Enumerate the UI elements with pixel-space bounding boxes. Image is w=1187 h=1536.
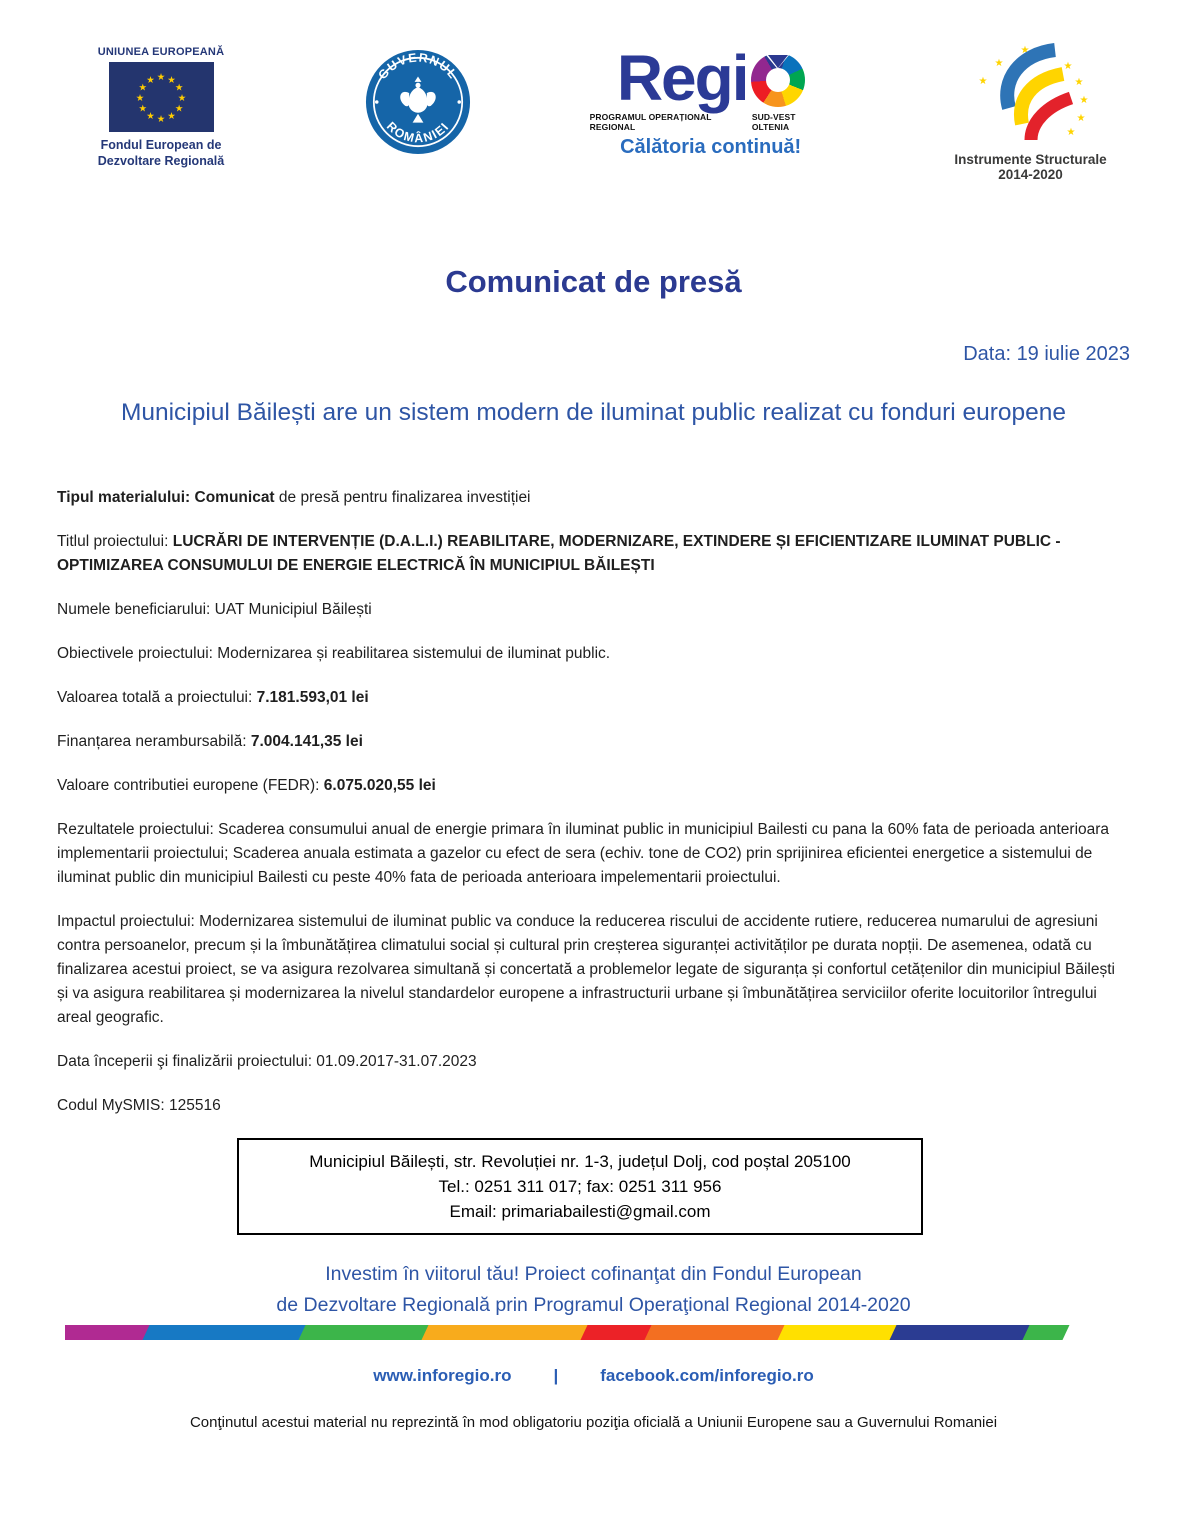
- svg-text:★: ★: [1021, 45, 1030, 56]
- funding-statement: [57, 1259, 1130, 1321]
- structural-instruments-icon: [965, 40, 1095, 150]
- body-paragraph: Obiectivele proiectului: Modernizarea și reabilitarea sistemului de iluminat public.: [57, 645, 611, 662]
- eu-logo-caption-bottom: Fondul European de Dezvoltare Regională: [97, 138, 225, 169]
- eu-logo: [71, 46, 251, 170]
- svg-text:★: ★: [1067, 127, 1076, 138]
- body-paragraph: Numele beneficiarului: UAT Municipiul Băilești: [57, 601, 372, 618]
- body-paragraph: Rezultatele proiectului: Scaderea consumului anual de energie primara în iluminat public in municipiul Bailesti cu pana la 60% fata de perioada anterioara implementarii proiectului; Scaderea anuala estimata a gazelor cu efect de sera (echiv. tone de CO2) prin sprijinirea eficientei energetice a sistemului de iluminat public din municipiul Bailesti cu peste 40% fata de perioada anterioara impelementarii proiectului.: [57, 821, 1110, 886]
- regio-subtitle-row: [590, 112, 832, 132]
- structural-instruments-label: Instrumente Structurale: [954, 152, 1107, 167]
- disclaimer: Conţinutul acestui material nu reprezintă în mod obligatoriu poziţia oficială a Uniunii Europene sau a Guvernului Romaniei: [189, 1414, 998, 1431]
- svg-text:★: ★: [174, 103, 183, 115]
- inforegio-link[interactable]: www.inforegio.ro: [373, 1366, 512, 1385]
- regio-logo: [586, 42, 836, 159]
- svg-text:★: ★: [156, 72, 165, 83]
- svg-text:★: ★: [138, 82, 147, 94]
- structural-instruments-logo: [943, 40, 1118, 182]
- body-content: [57, 486, 1130, 1118]
- svg-text:★: ★: [1045, 49, 1054, 60]
- body-paragraph: Titlul proiectului: LUCRĂRI DE INTERVENȚIE (D.A.L.I.) REABILITARE, MODERNIZARE, EXTINDERE ȘI EFICIENTIZARE ILUMINAT PUBLIC - OPTIMIZAREA CONSUMULUI DE ENERGIE ELECTRICĂ ÎN MUNICIPIUL BĂILEȘTI: [57, 533, 1061, 574]
- svg-text:★: ★: [145, 74, 155, 86]
- contact-email-line: Email: primariabailesti@gmail.com: [449, 1202, 711, 1221]
- rainbow-bar-segment: [298, 1325, 434, 1340]
- svg-text:★: ★: [145, 111, 155, 123]
- regio-tagline: Călătoria continuă!: [620, 136, 802, 158]
- svg-text:★: ★: [1080, 95, 1089, 106]
- body-paragraph: Valoare contributiei europene (FEDR): 6.075.020,55 lei: [57, 777, 436, 794]
- regio-region-label: SUD-VEST OLTENIA: [751, 112, 796, 132]
- regio-program-label: PROGRAMUL OPERAȚIONAL REGIONAL: [589, 112, 712, 132]
- body-paragraph: Data începerii şi finalizării proiectului: 01.09.2017-31.07.2023: [57, 1053, 477, 1070]
- eu-logo-caption-top: UNIUNEA EUROPEANĂ: [97, 46, 225, 58]
- eu-flag-icon: [109, 62, 214, 132]
- contact-address-line: Municipiul Băilești, str. Revoluției nr. 1-3, județul Dolj, cod poștal 205100: [309, 1152, 851, 1171]
- svg-text:GUVERNUL: GUVERNUL: [375, 50, 462, 83]
- svg-text:★: ★: [1075, 77, 1084, 88]
- svg-text:ROMÂNIEI: ROMÂNIEI: [384, 119, 453, 146]
- rainbow-bar-segment: [421, 1325, 593, 1340]
- body-paragraph: Codul MySMIS: 125516: [57, 1097, 221, 1114]
- svg-text:★: ★: [166, 74, 176, 86]
- rainbow-bar-segment: [889, 1325, 1036, 1340]
- rainbow-bar-segment: [644, 1325, 791, 1340]
- rainbow-bar-segment: [142, 1325, 311, 1340]
- body-paragraph: Tipul materialului: Comunicat de presă pentru finalizarea investiției: [57, 489, 531, 506]
- rainbow-bar-segment: [65, 1325, 156, 1340]
- svg-text:★: ★: [1064, 61, 1073, 72]
- footer-links: [57, 1366, 1130, 1386]
- facebook-inforegio-link[interactable]: facebook.com/inforegio.ro: [600, 1366, 814, 1385]
- rainbow-bar: [65, 1325, 1123, 1340]
- funding-statement-line1: Investim în viitorul tău! Proiect cofinanţat din Fondul European: [325, 1263, 862, 1285]
- links-separator: |: [553, 1366, 559, 1385]
- rainbow-bar-segment: [778, 1325, 902, 1340]
- date-line: Data: 19 iulie 2023: [963, 343, 1130, 365]
- svg-text:★: ★: [138, 103, 147, 115]
- funding-statement-line2: de Dezvoltare Regională prin Programul Operaţional Regional 2014-2020: [276, 1294, 911, 1316]
- regio-color-wheel-icon: [751, 53, 805, 107]
- government-seal-icon: [364, 48, 472, 156]
- rainbow-bar-segment: [1023, 1325, 1070, 1340]
- svg-text:★: ★: [995, 58, 1004, 69]
- contact-phone-line: Tel.: 0251 311 017; fax: 0251 311 956: [438, 1177, 722, 1196]
- structural-instruments-years: 2014-2020: [998, 167, 1063, 182]
- svg-text:★: ★: [1077, 113, 1086, 124]
- regio-wordmark: Regi: [617, 46, 805, 110]
- body-paragraph: Impactul proiectului: Modernizarea sistemului de iluminat public va conduce la reducerea riscului de accidente rutiere, reducerea numarului de agresiuni contra persoanelor, precum și la îmbunătățirea climatului social și cultural prin creșterea siguranței activităților pe durata nopții. De asemenea, odată cu finalizarea acestui proiect, se va asigura rezolvarea simultană și concertată a problemelor legate de siguranța și confortul cetățenilor din municipiul Băilești și va asigura reabilitarea și modernizarea la nivelul standardelor europene a infrastructurii urbane și îmbunătățirea serviciilor oferite locuitorilor întregului areal geografic.: [57, 913, 1115, 1026]
- logo-header: [57, 40, 1130, 182]
- svg-text:★: ★: [166, 111, 176, 123]
- svg-text:★: ★: [177, 93, 186, 104]
- body-paragraph: Valoarea totală a proiectului: 7.181.593,01 lei: [57, 689, 369, 706]
- svg-text:★: ★: [174, 82, 183, 94]
- body-paragraph: Finanțarea nerambursabilă: 7.004.141,35 lei: [57, 733, 363, 750]
- svg-text:★: ★: [979, 76, 988, 87]
- svg-text:★: ★: [135, 93, 144, 104]
- contact-box: [237, 1138, 923, 1235]
- svg-text:★: ★: [156, 114, 165, 125]
- subtitle: Municipiul Băilești are un sistem modern de iluminat public realizat cu fonduri europene: [120, 399, 1067, 426]
- page-title: Comunicat de presă: [445, 264, 742, 299]
- romanian-government-seal-logo: [358, 48, 478, 156]
